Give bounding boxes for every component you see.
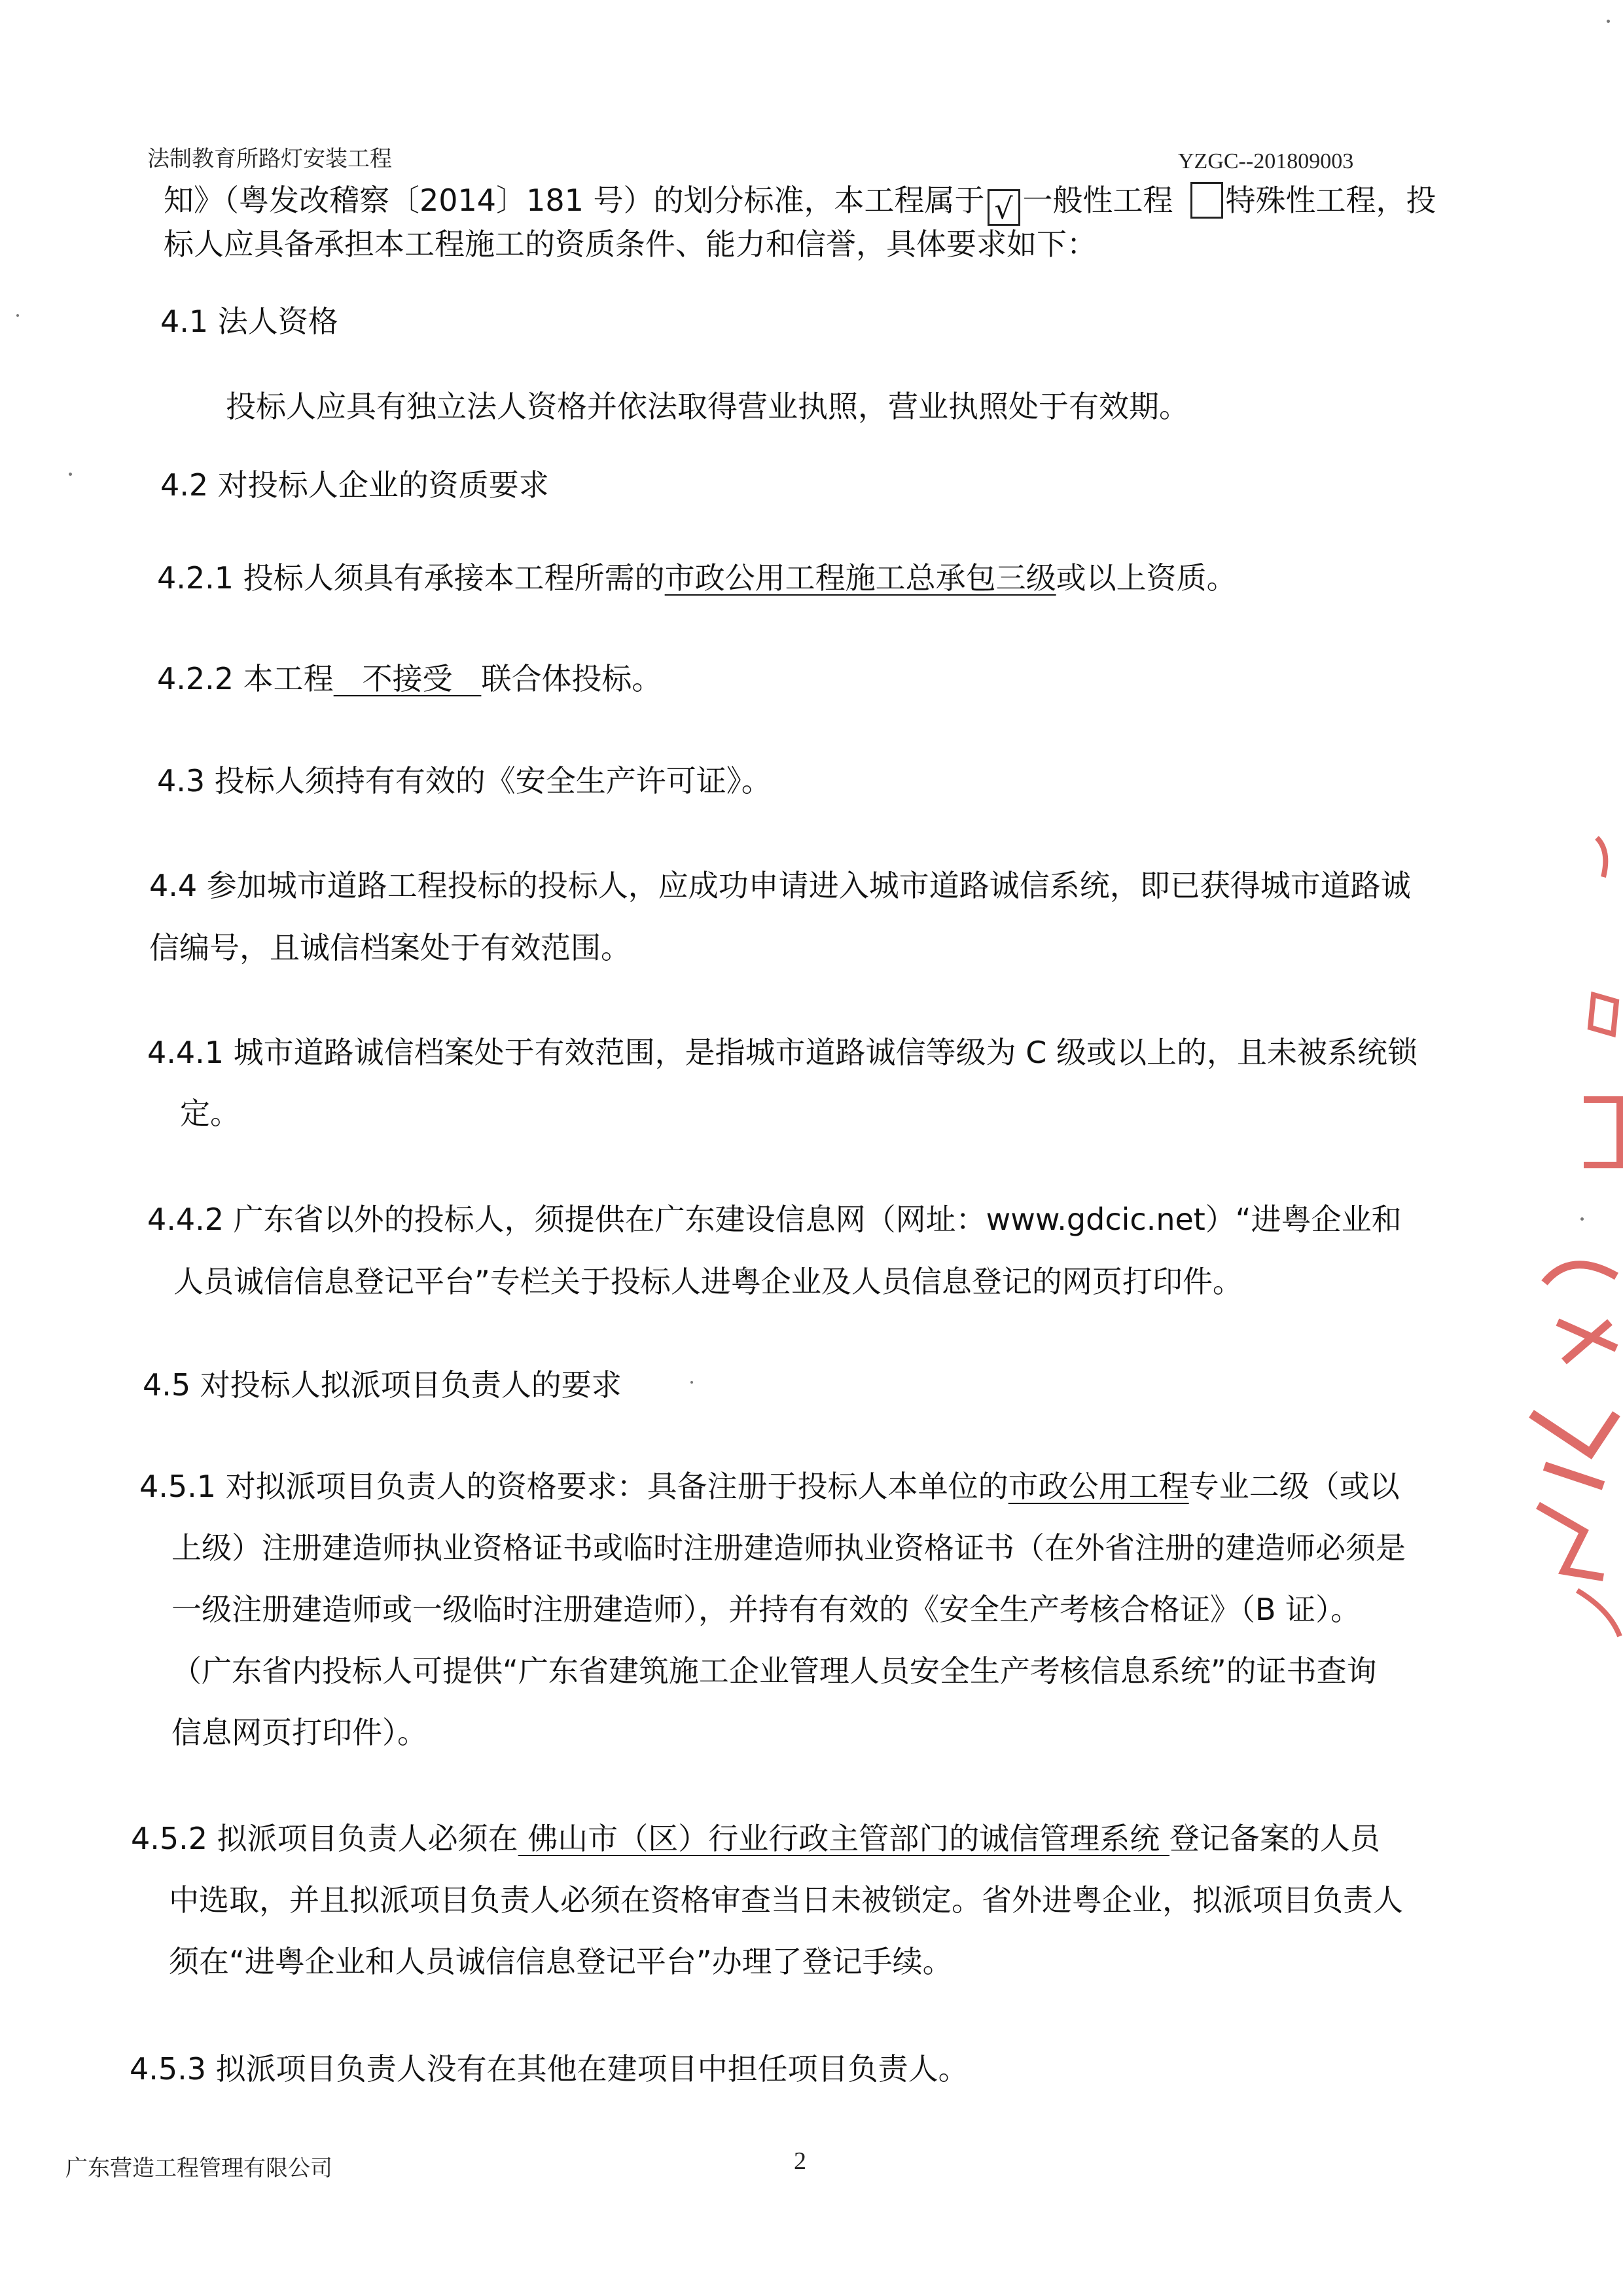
intro-text-c: 特殊性工程，投	[1225, 183, 1436, 218]
section-4-4-2-line-1: 4.4.2 广东省以外的投标人，须提供在广东建设信息网（网址：www.gdcic.net）“进粤企业和	[147, 1202, 1402, 1237]
section-4-5-2-line-3: 须在“进粤企业和人员诚信信息登记平台”办理了登记手续。	[169, 1944, 953, 1979]
intro-line-2: 标人应具备承担本工程施工的资质条件、能力和信誉，具体要求如下：	[164, 226, 1097, 262]
section-4-1-heading: 4.1 法人资格	[160, 304, 338, 339]
header-project-title: 法制教育所路灯安装工程	[147, 146, 392, 172]
section-4-5-1-text-a: 4.5.1 对拟派项目负责人的资格要求：具备注册于投标人本单位的	[139, 1469, 1008, 1504]
section-4-2-2-text-b: 联合体投标。	[481, 661, 662, 696]
section-4-4-1-line-1: 4.4.1 城市道路诚信档案处于有效范围，是指城市道路诚信等级为 C 级或以上的，且未被系统锁	[147, 1035, 1418, 1070]
section-4-2-2-text-a: 4.2.2 本工程	[157, 661, 334, 696]
scan-speck	[1607, 20, 1610, 23]
section-4-4-line-2: 信编号，且诚信档案处于有效范围。	[149, 930, 631, 965]
section-4-2-2	[157, 661, 662, 696]
section-4-2-1	[157, 560, 1237, 596]
section-4-5-1-line-1	[139, 1469, 1400, 1504]
section-4-5-1-text-b: 专业二级（或以	[1188, 1469, 1400, 1504]
scan-speck	[690, 1381, 693, 1384]
section-4-5-3: 4.5.3 拟派项目负责人没有在其他在建项目中担任项目负责人。	[130, 2051, 969, 2087]
specialty-requirement: 市政公用工程	[1008, 1469, 1189, 1504]
footer-company-name: 广东营造工程管理有限公司	[65, 2155, 332, 2181]
section-4-2-1-text-b: 或以上资质。	[1056, 560, 1237, 596]
intro-text-a: 知》（粤发改稽察〔2014〕181 号）的划分标准，本工程属于	[164, 183, 985, 218]
section-4-5-1-line-3: 一级注册建造师或一级临时注册建造师），并持有有效的《安全生产考核合格证》（B 证）。	[171, 1592, 1361, 1627]
page-number: 2	[794, 2147, 806, 2175]
section-4-5-1-line-2: 上级）注册建造师执业资格证书或临时注册建造师执业资格证书（在外省注册的建造师必须是	[171, 1530, 1406, 1566]
checkbox-special-project	[1190, 182, 1223, 219]
seal-stamp-partial	[1505, 825, 1623, 1728]
consortium-acceptance: 不接受	[333, 661, 482, 696]
section-4-5-1-line-4: （广东省内投标人可提供“广东省建筑施工企业管理人员安全生产考核信息系统”的证书查询	[171, 1653, 1377, 1689]
section-4-4-2-line-2: 人员诚信信息登记平台”专栏关于投标人进粤企业及人员信息登记的网页打印件。	[173, 1264, 1243, 1299]
section-4-1-text: 投标人应具有独立法人资格并依法取得营业执照，营业执照处于有效期。	[226, 389, 1189, 424]
section-4-2-1-text-a: 4.2.1 投标人须具有承接本工程所需的	[157, 560, 665, 596]
scan-speck	[16, 314, 19, 317]
section-4-5-2-line-1	[131, 1823, 1380, 1854]
section-4-4-line-1: 4.4 参加城市道路工程投标的投标人，应成功申请进入城市道路诚信系统，即已获得城市道路诚	[149, 868, 1411, 903]
section-4-5-2-text-a: 4.5.2 拟派项目负责人必须在	[131, 1821, 518, 1856]
scan-speck	[69, 473, 72, 476]
checkbox-general-project: √	[988, 189, 1020, 226]
section-4-4-1-line-2: 定。	[180, 1096, 240, 1131]
section-4-5-1-line-5: 信息网页打印件）。	[171, 1715, 427, 1750]
section-4-5-heading: 4.5 对投标人拟派项目负责人的要求	[143, 1367, 622, 1403]
intro-line-1	[164, 182, 1436, 226]
registration-system: 佛山市（区）行业行政主管部门的诚信管理系统	[518, 1821, 1169, 1856]
section-4-3: 4.3 投标人须持有有效的《安全生产许可证》。	[157, 763, 772, 798]
intro-text-b: 一般性工程	[1022, 183, 1173, 218]
section-4-5-2-line-2: 中选取，并且拟派项目负责人必须在资格审查当日未被锁定。省外进粤企业，拟派项目负责人	[169, 1882, 1403, 1918]
header-document-code: YZGC--201809003	[1178, 149, 1354, 173]
qualification-requirement: 市政公用工程施工总承包三级	[664, 560, 1056, 596]
section-4-2-heading: 4.2 对投标人企业的资质要求	[160, 467, 549, 503]
section-4-5-2-text-b: 登记备案的人员	[1169, 1821, 1380, 1856]
scan-speck	[1580, 1217, 1584, 1221]
